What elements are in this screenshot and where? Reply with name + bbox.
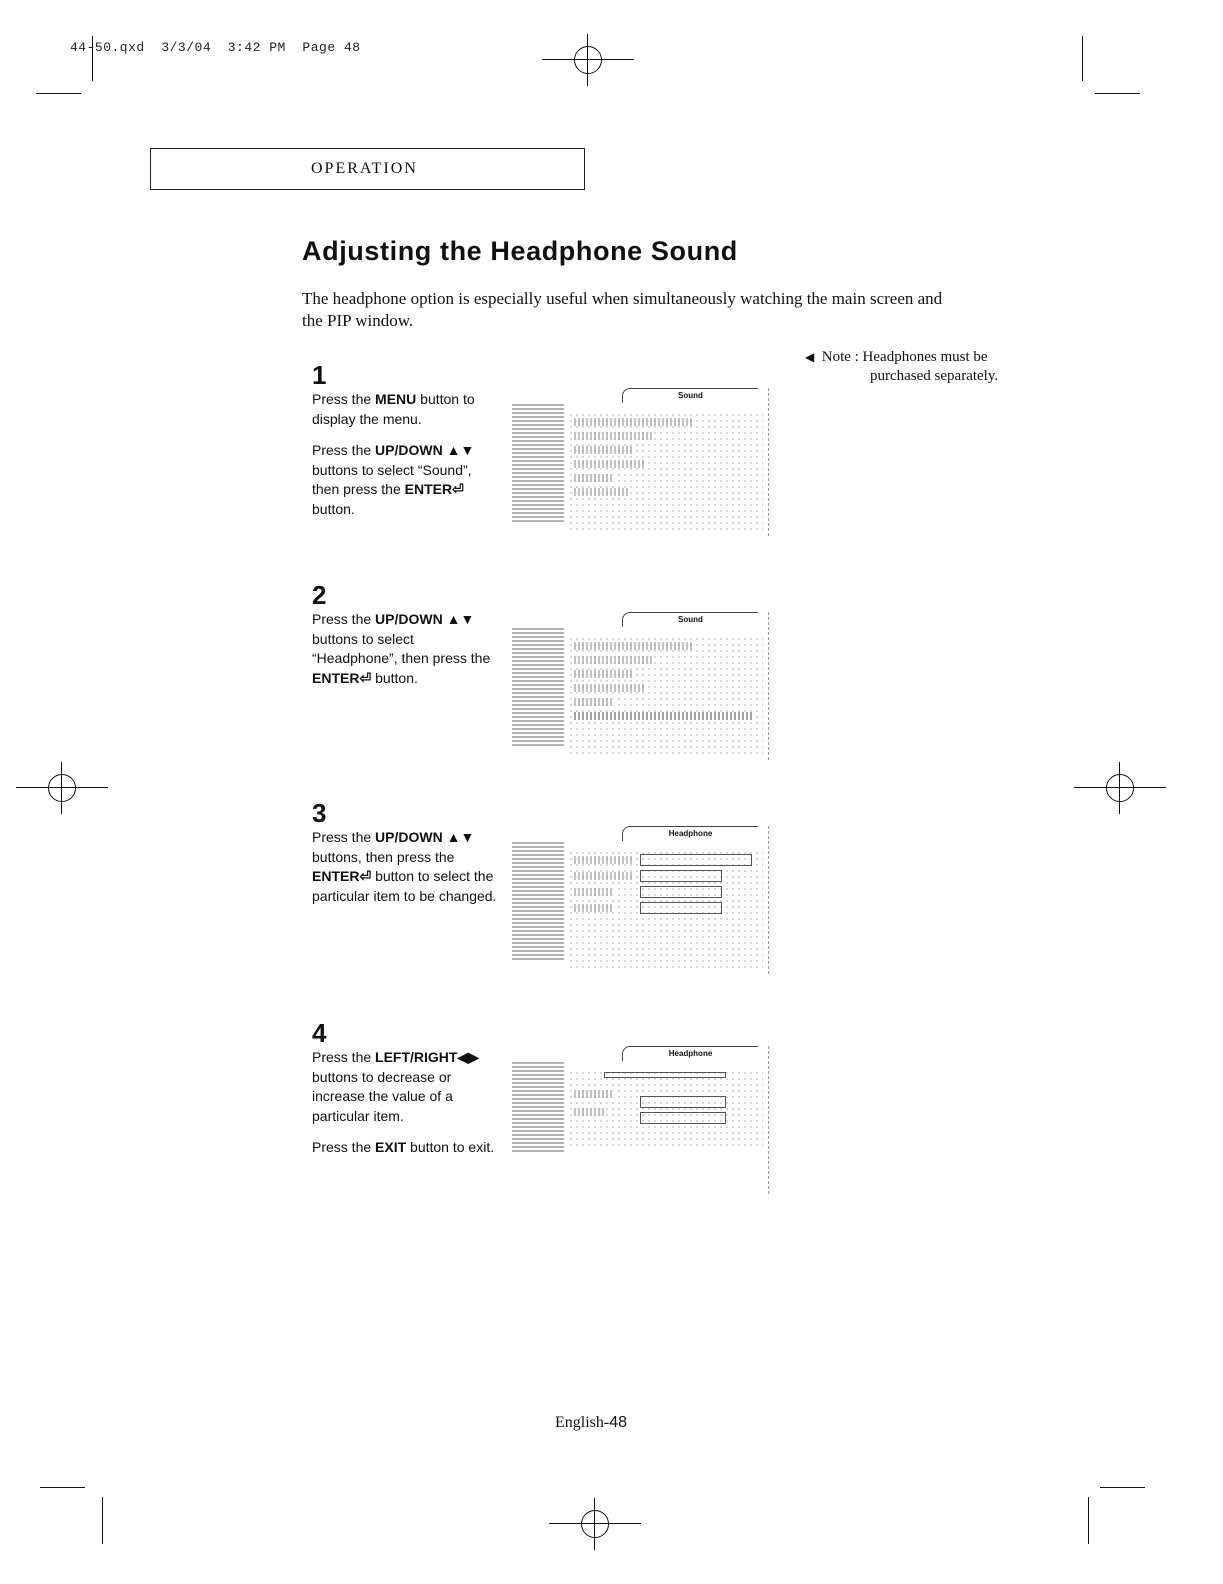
crop-mark <box>1100 1487 1145 1488</box>
menu-row <box>574 670 634 678</box>
menu-tab-title: Headphone <box>622 1046 758 1061</box>
level-bar <box>640 902 722 914</box>
note-line-1: Note : Headphones must be <box>821 349 988 365</box>
crop-mark <box>1082 36 1083 81</box>
menu-tab-title: Sound <box>622 388 758 403</box>
menu-sidebar <box>512 1062 564 1152</box>
step-instructions: Press the UP/DOWN ▲▼ buttons, then press the ENTER⏎ button to select the particular item to be changed. <box>312 829 497 904</box>
step-number: 2 <box>312 580 327 610</box>
crop-mark <box>36 93 81 94</box>
menu-sidebar <box>512 842 564 962</box>
menu-sidebar <box>512 404 564 524</box>
section-label: OPERATION <box>311 160 418 177</box>
level-bar <box>640 886 722 898</box>
crop-mark <box>40 1487 85 1488</box>
menu-tab-title: Sound <box>622 612 758 627</box>
left-arrow-icon: ◀ <box>805 350 815 364</box>
level-bar <box>640 854 752 866</box>
print-slug: 44-50.qxd 3/3/04 3:42 PM Page 48 <box>70 40 361 55</box>
step-instructions: Press the LEFT/RIGHT◀▶ buttons to decrease or increase the value of a particular item. Press the EXIT button to exit. <box>312 1049 495 1155</box>
screen-noise <box>568 412 763 530</box>
step-instructions: Press the UP/DOWN ▲▼ buttons to select “Headphone”, then press the ENTER⏎ button. <box>312 611 491 686</box>
menu-row <box>574 432 654 440</box>
menu-row <box>574 904 614 912</box>
registration-mark <box>1100 768 1140 808</box>
menu-tab-title: Headphone <box>622 826 758 841</box>
page-number: English-48 <box>555 1414 628 1431</box>
menu-row <box>574 856 634 864</box>
menu-row <box>574 474 614 482</box>
level-bar <box>640 870 722 882</box>
menu-row <box>574 642 694 650</box>
menu-sidebar <box>512 628 564 748</box>
level-bar <box>640 1096 726 1108</box>
level-bar <box>640 1112 726 1124</box>
menu-row <box>574 1090 614 1098</box>
step-instructions: Press the MENU button to display the menu. Press the UP/DOWN ▲▼ buttons to select “Sound”, then press the ENTER⏎ button. <box>312 391 475 517</box>
crop-mark <box>1088 1497 1089 1544</box>
note <box>805 348 1030 386</box>
step-number: 3 <box>312 798 327 828</box>
step-number: 1 <box>312 360 327 390</box>
menu-row <box>574 488 629 496</box>
menu-row <box>574 446 634 454</box>
registration-mark <box>42 768 82 808</box>
menu-row <box>574 888 614 896</box>
crop-mark <box>102 1497 103 1544</box>
menu-screenshot <box>512 612 769 760</box>
menu-row <box>574 460 644 468</box>
menu-row-selected <box>574 712 754 720</box>
registration-mark <box>575 1504 615 1544</box>
menu-screenshot <box>512 388 769 536</box>
menu-row <box>574 656 654 664</box>
crop-mark <box>1095 93 1140 94</box>
menu-row <box>574 698 614 706</box>
note-line-2: purchased separately. <box>870 368 999 384</box>
section-header <box>150 148 585 190</box>
menu-row <box>574 1108 604 1116</box>
screen-noise <box>568 636 763 754</box>
intro-paragraph: The headphone option is especially useful when simultaneously watching the main screen and the PIP window. <box>302 289 943 330</box>
menu-row <box>574 684 644 692</box>
menu-row <box>574 872 634 880</box>
step-number: 4 <box>312 1018 327 1048</box>
page-title: Adjusting the Headphone Sound <box>302 236 738 266</box>
menu-screenshot <box>512 1046 769 1194</box>
menu-screenshot <box>512 826 769 974</box>
level-bar <box>604 1072 726 1078</box>
menu-row <box>574 418 694 426</box>
registration-mark <box>568 40 608 80</box>
